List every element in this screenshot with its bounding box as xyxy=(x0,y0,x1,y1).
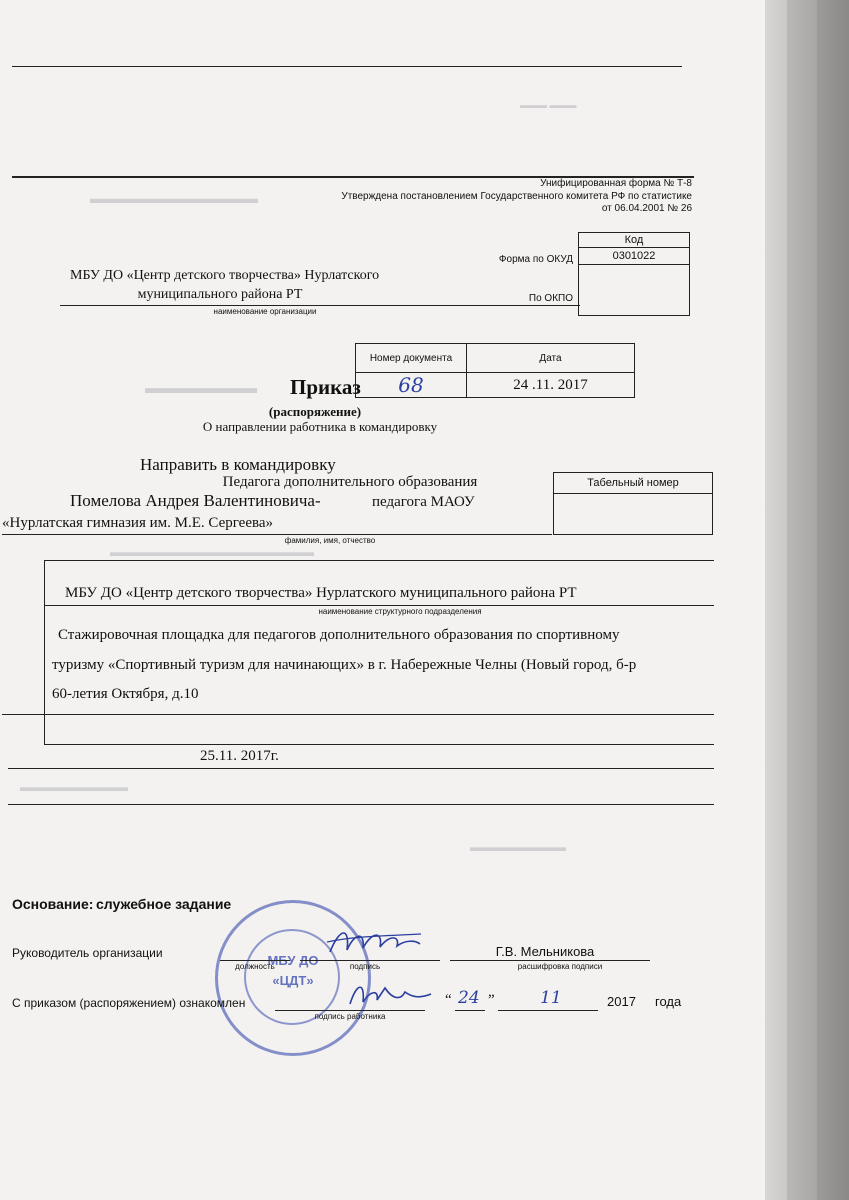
department-caption: наименование структурного подразделения xyxy=(318,607,482,616)
codes-table xyxy=(578,232,690,316)
employee-name: Помелова Андрея Валентиновича- xyxy=(70,491,321,510)
acquaint-month: 11 xyxy=(540,988,562,1008)
bleed-through-mark: ▬▬▬▬▬▬▬ xyxy=(145,380,257,397)
department-name: МБУ ДО «Центр детского творчества» Нурлатского муниципального района РТ xyxy=(65,585,577,601)
period-date: 25.11. 2017г. xyxy=(200,748,279,764)
department-rule xyxy=(44,605,714,606)
document-number: 68 xyxy=(398,373,424,397)
employee-signature xyxy=(345,978,435,1014)
acquaint-quote-open: “ xyxy=(445,992,452,1008)
destination-line1: Стажировочная площадка для педагогов дополнительного образования по спортивному xyxy=(58,627,620,643)
head-position-rule xyxy=(220,960,290,961)
stack-edge xyxy=(787,0,817,1200)
stamp-top-text: МБУ ДО xyxy=(267,953,319,968)
document-subtitle: (распоряжение) xyxy=(268,404,362,419)
okpo-value xyxy=(579,265,690,316)
acquaint-day: 24 xyxy=(458,988,480,1008)
tab-number-table xyxy=(553,472,713,535)
code-header: Код xyxy=(579,233,690,248)
tab-number-value xyxy=(554,494,713,535)
org-name-line2: муниципального района РТ xyxy=(137,287,303,302)
employee-position: Педагога дополнительного образования xyxy=(222,474,478,490)
stamp-bottom-text: «ЦДТ» xyxy=(272,973,314,988)
stack-edge xyxy=(817,0,849,1200)
bleed-through-mark: ▬▬▬▬▬▬▬▬▬▬▬▬▬▬▬▬▬ xyxy=(110,545,314,559)
bleed-through-mark: ▬▬▬▬▬▬▬▬▬▬▬▬ xyxy=(90,190,258,206)
okpo-label: По ОКПО xyxy=(528,293,573,304)
employee-name-caption: фамилия, имя, отчество xyxy=(284,536,376,545)
document-date: 24 .11. 2017 xyxy=(467,373,635,398)
org-name-line1: МБУ ДО «Центр детского творчества» Нурлатского xyxy=(70,268,380,283)
destination-line3: 60-летия Октября, д.10 xyxy=(52,686,199,702)
form-rule xyxy=(44,744,714,745)
period-rule-2 xyxy=(8,804,714,805)
destination-rule xyxy=(2,714,714,715)
document-about: О направлении работника в командировку xyxy=(202,419,438,434)
head-position-caption: должность xyxy=(235,962,275,971)
head-name-rule xyxy=(450,960,650,961)
document-number-table xyxy=(355,343,635,398)
org-name-rule xyxy=(60,305,580,306)
bleed-through-mark: ▬▬▬▬▬▬▬▬▬ xyxy=(20,780,128,794)
form-title: Унифицированная форма № Т-8 xyxy=(540,178,692,189)
date-header: Дата xyxy=(467,344,635,373)
basis-label: Основание: xyxy=(12,896,94,912)
basis-value: служебное задание xyxy=(96,896,232,912)
number-header: Номер документа xyxy=(356,344,467,373)
destination-line2: туризму «Спортивный туризм для начинающих» в г. Набережные Челны (Новый город, б-р xyxy=(52,657,637,673)
acquaint-day-rule xyxy=(455,1010,485,1011)
okud-value: 0301022 xyxy=(579,248,690,265)
form-left-border xyxy=(44,560,45,745)
employee-name-rule xyxy=(2,534,552,535)
approval-date: от 06.04.2001 № 26 xyxy=(601,203,692,214)
head-label: Руководитель организации xyxy=(12,946,163,960)
document-title: Приказ xyxy=(290,375,361,399)
top-rule xyxy=(12,66,682,67)
acquaint-month-rule xyxy=(498,1010,598,1011)
head-signature-caption: подпись xyxy=(349,962,381,971)
acquaint-label: С приказом (распоряжением) ознакомлен xyxy=(12,996,246,1010)
bleed-through-mark: ▬▬▬▬▬▬▬▬ xyxy=(470,840,566,854)
bleed-through-mark: ▬▬▬ ▬▬▬ xyxy=(520,100,577,110)
acquaint-quote-close: ” xyxy=(488,992,495,1008)
org-name-caption: наименование организации xyxy=(213,307,317,316)
form-top-rule xyxy=(44,560,714,561)
tab-number-header: Табельный номер xyxy=(554,473,713,494)
head-signature xyxy=(325,922,425,962)
stack-edge xyxy=(765,0,787,1200)
period-rule xyxy=(8,768,714,769)
acquaint-year-word: года xyxy=(655,994,682,1009)
acquaint-signature-caption: подпись работника xyxy=(314,1012,386,1021)
head-name: Г.В. Мельникова xyxy=(495,944,595,959)
employee-organization: «Нурлатская гимназия им. М.Е. Сергеева» xyxy=(2,515,274,531)
send-label: Направить в командировку xyxy=(140,455,336,474)
acquaint-year: 2017 xyxy=(607,994,636,1009)
employee-name-suffix: педагога МАОУ xyxy=(372,494,475,510)
head-name-caption: расшифровка подписи xyxy=(517,962,603,971)
okud-label: Форма по ОКУД xyxy=(498,254,573,265)
approval-line: Утверждена постановлением Государственного комитета РФ по статистике xyxy=(341,191,692,202)
